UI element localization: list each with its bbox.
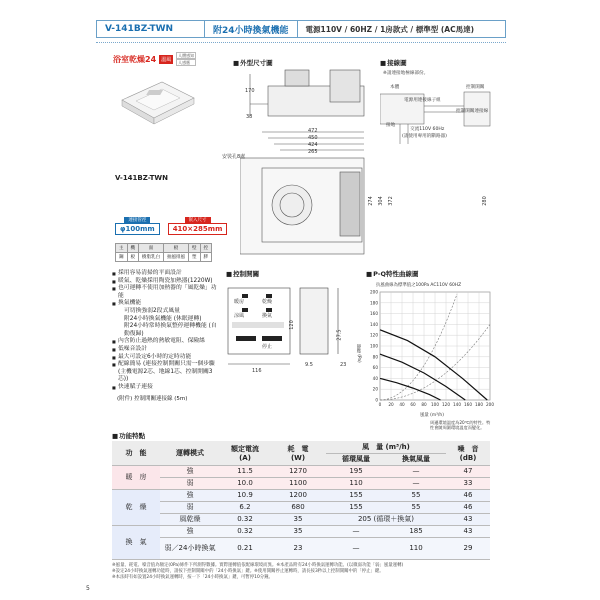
dim-9-5: 9.5 [305, 362, 313, 368]
cell-noise: 29 [446, 537, 490, 559]
dim-27-5: 27.5 [336, 329, 343, 341]
table-row [112, 537, 490, 559]
feature-item: ■ 內含防止過熱的熱敏電阻、保險絲 [112, 338, 222, 346]
footnote-line: ※本法時有如設置24小時換氣運轉時，按一下「24小時換氣」鍵，可暫停10分鐘。 [112, 575, 273, 580]
pq-ytick: 100 [370, 343, 378, 349]
pq-xtick: 0 [378, 402, 382, 407]
pq-ytick: 20 [372, 386, 378, 392]
material-table [115, 243, 212, 262]
cell-mode: 強 [160, 465, 220, 477]
duct-chip-title: 連接管徑 [124, 217, 150, 223]
feature-item: ■ 配線簡易 (連接控制開關只需一個步驟 (主機電源2芯、地線1芯、控制開關3芯)) [112, 361, 222, 384]
pq-xlabel: 風量 (m³/h) [420, 413, 444, 418]
cutout-chip-value: 410×285mm [168, 223, 228, 235]
th-exh: 換氣風量 [386, 453, 446, 465]
cell-exh: 55 [386, 501, 446, 513]
group-heat: 暖 房 [112, 465, 160, 489]
dim-116: 116 [252, 368, 262, 374]
th-noise-label: 噪 音 [457, 444, 479, 453]
th-power-unit: (W) [290, 453, 306, 462]
cell-circ: 155 [326, 501, 386, 513]
pq-ytick: 180 [370, 300, 378, 306]
cell-noise: 46 [446, 501, 490, 513]
material-cell: 板 [127, 253, 139, 262]
material-cell: 板 [164, 244, 189, 253]
table-row [112, 525, 490, 537]
th-mode: 運轉模式 [160, 441, 220, 465]
badge-tiny-1: 人體感知 [178, 53, 195, 58]
pq-xtick: 80 [421, 402, 427, 407]
cell-circ: 205 (循環＋換氣) [326, 513, 446, 525]
cell-circ: 195 [326, 465, 386, 477]
material-cell: 控 [200, 244, 212, 253]
badge-tag: 溫風 [161, 56, 172, 63]
feature-item: 附24小時常時換氣整停運轉機能 (自動復歸) [124, 323, 217, 337]
pq-ytick: 200 [370, 289, 378, 295]
material-cell: 抽風排風 [164, 253, 189, 262]
table-row [112, 477, 490, 489]
dim-23: 23 [340, 362, 347, 368]
pq-xtick: 40 [399, 402, 405, 407]
mount-holes-note: 安裝孔8處 [222, 154, 246, 160]
pq-ytick: 60 [372, 365, 378, 371]
cell-mode: 弱／24小時換氣 [160, 537, 220, 559]
cell-power: 35 [270, 513, 326, 525]
cell-mode: 強 [160, 525, 220, 537]
th-power [270, 441, 326, 465]
group-dry: 乾 燥 [112, 489, 160, 525]
switch-btn-dry: 乾燥 [262, 299, 273, 305]
th-noise [446, 441, 490, 465]
header-bar [96, 20, 506, 38]
feature-list [112, 270, 222, 392]
cell-noise: 43 [446, 513, 490, 525]
material-cell: 壁 [189, 244, 201, 253]
wiring-cable: 電源用連接線子組 [404, 98, 441, 103]
header-divider [96, 42, 506, 43]
cell-current: 6.2 [220, 501, 270, 513]
wiring-power-note: (請使用專用的斷路器) [402, 134, 447, 139]
cell-current: 0.32 [220, 525, 270, 537]
wiring-ground: 接地 [386, 123, 396, 128]
dim-280: 280 [481, 196, 488, 206]
section-function: ■ 功能特點 [112, 431, 145, 440]
header-feature: 附24小時換氣機能 [205, 21, 298, 37]
cell-circ: 110 [326, 477, 386, 489]
feature-item: ■ 暖氣、乾燥採用陶瓷加熱器(1220W) [112, 278, 222, 286]
cell-noise: 43 [446, 525, 490, 537]
table-row [112, 465, 490, 477]
cell-power: 35 [270, 525, 326, 537]
pq-ytick: 80 [372, 354, 378, 360]
material-cell: 塑 [189, 253, 201, 262]
cutout-chip-title: 嵌入尺寸 [185, 217, 211, 223]
cell-power: 23 [270, 537, 326, 559]
cell-current: 11.5 [220, 465, 270, 477]
table-row [112, 513, 490, 525]
feature-item: 附24小時換氣機能 (休眠運轉) [124, 315, 202, 322]
pq-chart-title: 抗風曲線為標準值之100Pa AC110V 60HZ [376, 283, 462, 288]
wiring-main: 本體 [390, 85, 400, 90]
feature-item: ■ 低噪音設計 [112, 346, 222, 354]
duct-chip [115, 217, 160, 235]
pq-xtick: 200 [486, 402, 494, 407]
cell-circ: 155 [326, 489, 386, 501]
feature-item: ■ 採用容易清掃的平面設計 [112, 270, 222, 278]
footnote-line: ※設定24小時換氣運轉功能時，請按下控制開關中的「24小時換氣」鍵。※使用開關停止運轉時，請長按3秒以上控制開關中的「停止」鍵。 [112, 569, 384, 574]
material-cell: 面 [139, 244, 164, 253]
feature-item: ■ 快速賦子連接 [112, 384, 222, 392]
product-photo [116, 78, 198, 136]
wiring-power: 交流110V 60Hz [410, 127, 445, 132]
pq-ytick: 40 [372, 375, 378, 381]
wiring-breaker: 控制開關連接線 [456, 109, 489, 114]
cell-power: 1100 [270, 477, 326, 489]
performance-table [112, 441, 490, 560]
cell-exh: 55 [386, 489, 446, 501]
dim-265: 265 [308, 149, 318, 155]
material-cell: 主 [116, 244, 128, 253]
cell-power: 1200 [270, 489, 326, 501]
dim-274: 274 [367, 196, 374, 206]
cell-current: 0.32 [220, 513, 270, 525]
wiring-note: ※請連接地極線部份。 [383, 71, 429, 76]
cell-mode: 風乾燥 [160, 513, 220, 525]
cell-exh: — [386, 477, 446, 489]
pq-ytick: 160 [370, 311, 378, 317]
outline-drawing [240, 66, 365, 256]
pq-xtick: 140 [453, 402, 461, 407]
table-row [112, 501, 490, 513]
pq-ytick: 120 [370, 332, 378, 338]
th-circ: 循環風量 [326, 453, 386, 465]
feature-item: 可切換強弱2段式風量 [124, 307, 180, 314]
pq-ytick: 140 [370, 321, 378, 327]
dim-372: 372 [387, 196, 394, 206]
material-cell: 樹脂乳白 [139, 253, 164, 262]
cell-mode: 弱 [160, 477, 220, 489]
badge-tiny-2: 人感應 [176, 59, 196, 66]
cell-noise: 46 [446, 489, 490, 501]
page-number: 5 [86, 585, 90, 592]
feature-item: ■ 最大可設定6小時的定時功能 [112, 354, 222, 362]
dim-472: 472 [308, 128, 318, 134]
footnote-line: ※風量、耗電、噪音值為額定(0Pa)條件下所測得數據。實際運轉值依配線環境而異。※本產品附有24小時換氣運轉功能。(以微弱功能「弱」風量運轉) [112, 563, 404, 568]
dim-304: 304 [377, 196, 384, 206]
pq-xtick: 20 [388, 402, 394, 407]
th-power-label: 耗 電 [287, 444, 309, 453]
cell-noise: 47 [446, 465, 490, 477]
th-current-label: 額定電流 [231, 444, 259, 453]
material-cell: 膠 [200, 253, 212, 262]
pq-xtick: 60 [410, 402, 416, 407]
switch-btn-heat: 暖房 [234, 299, 245, 305]
th-current [220, 441, 270, 465]
pq-ylabel: 靜壓 (Pa) [356, 344, 361, 363]
cell-exh: 110 [386, 537, 446, 559]
cell-power: 1270 [270, 465, 326, 477]
cell-current: 0.21 [220, 537, 270, 559]
th-current-unit: (A) [239, 453, 251, 462]
th-airflow: 風 量 (m³/h) [326, 441, 446, 453]
section-pq: ■ P-Q特性曲線圖 [366, 269, 419, 278]
cell-current: 10.9 [220, 489, 270, 501]
cell-noise: 33 [446, 477, 490, 489]
duct-chip-value: φ100mm [115, 223, 160, 235]
switch-btn-cool: 涼風 [234, 313, 245, 319]
wiring-switch: 控制開關 [466, 85, 485, 90]
table-row [112, 489, 490, 501]
group-vent: 換 氣 [112, 525, 160, 559]
header-spec: 電源110V / 60HZ / 1房款式 / 標準型 (AC馬達) [305, 24, 475, 34]
material-cell: 鋼 [116, 253, 128, 262]
pq-chart [364, 288, 494, 414]
cell-circ: — [326, 525, 386, 537]
size-chips [115, 217, 227, 235]
cell-mode: 強 [160, 489, 220, 501]
section-outline: ■ 外型尺寸圖 [233, 58, 273, 67]
dim-120: 120 [288, 320, 295, 330]
accessory-note: (附件) 控制開關連接線 (5m) [117, 396, 188, 402]
pq-ytick: 0 [375, 397, 378, 403]
cutout-chip [168, 217, 228, 235]
cell-current: 10.0 [220, 477, 270, 489]
pq-xtick: 120 [442, 402, 450, 407]
cell-exh: — [386, 465, 446, 477]
cell-mode: 弱 [160, 501, 220, 513]
cell-power: 680 [270, 501, 326, 513]
feature-item: ■ 也可運轉不使用加熱器的「風乾燥」功能 [112, 285, 222, 300]
switch-btn-vent: 換氣 [262, 313, 273, 319]
cell-circ: — [326, 537, 386, 559]
feature-item: ■ 換氣機能 [112, 300, 222, 308]
th-function: 功 能 [112, 441, 160, 465]
pq-note: 周邊環境溫度為20℃的特性。特性會隨周圍環境溫度而變化。 [430, 420, 491, 430]
header-model: V-141BZ-TWN [97, 21, 205, 37]
switch-btn-stop: 停止 [262, 344, 273, 350]
pq-xtick: 100 [431, 402, 439, 407]
dim-450: 450 [308, 135, 318, 141]
dim-38: 38 [246, 114, 253, 120]
badge-label: 浴室乾燥24 [113, 54, 157, 64]
pq-xtick: 180 [475, 402, 483, 407]
feature-badge [113, 52, 196, 66]
section-wiring: ■ 接線圖 [380, 58, 407, 67]
product-model-name: V-141BZ-TWN [115, 174, 168, 182]
dim-170: 170 [245, 88, 255, 94]
cell-exh: 185 [386, 525, 446, 537]
material-cell: 機 [127, 244, 139, 253]
dim-424: 424 [308, 142, 318, 148]
footnotes [112, 563, 502, 581]
pq-xtick: 160 [464, 402, 472, 407]
th-noise-unit: (dB) [459, 453, 477, 462]
section-switch: ■ 控制開關 [226, 269, 259, 278]
